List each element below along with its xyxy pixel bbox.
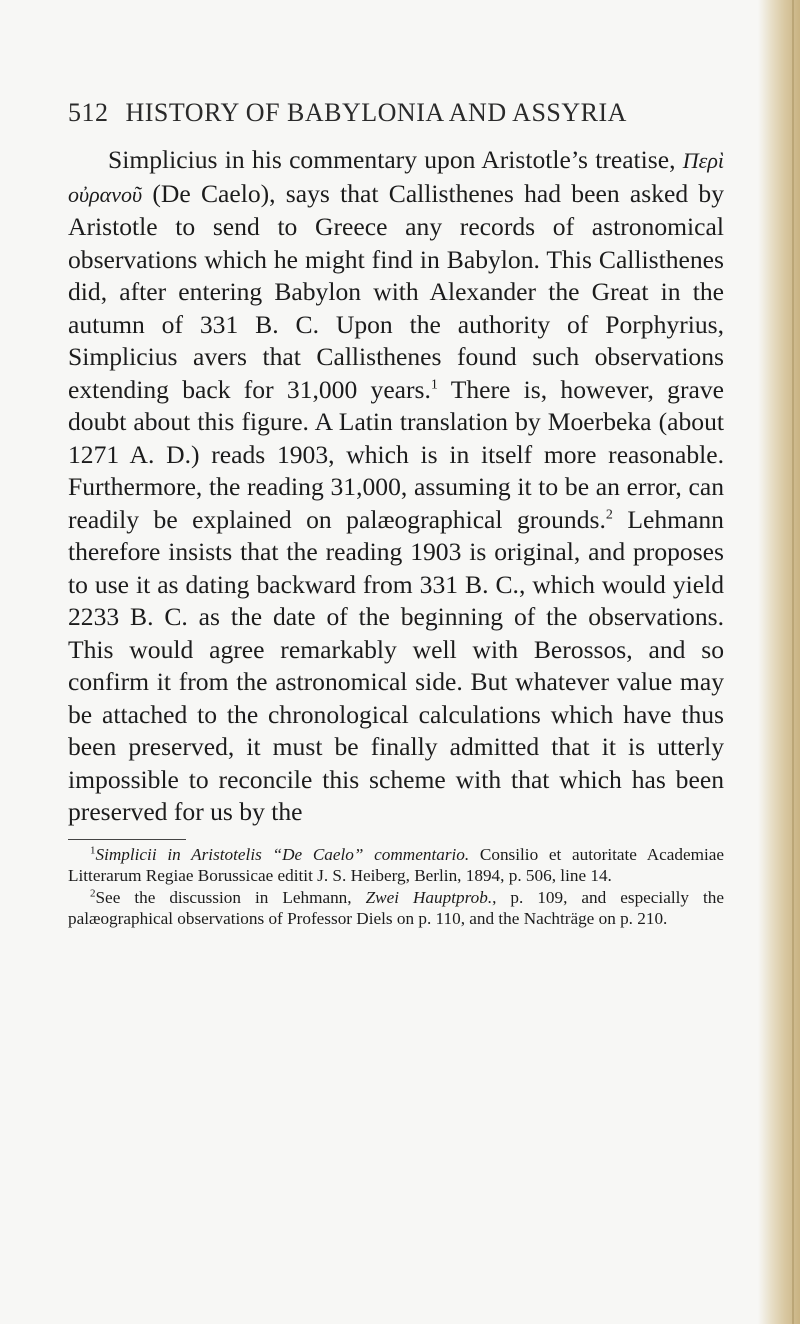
footnote-1-number: 1	[90, 843, 96, 856]
page-number: 512	[68, 98, 109, 127]
footnote-rule	[68, 839, 186, 840]
footnote-1-text: Consilio et autoritate Academiae Litterarum Regiae Borussicae editit J. S. Heiberg, Berlin, 1894, p. 506, line 14.	[68, 844, 724, 885]
page-edge-line	[792, 0, 794, 1324]
body-paragraph	[68, 144, 724, 829]
body-text-part-2: (De Caelo), says that Callisthenes had been asked by Aristotle to send to Greece any records of astronomical observations which he might find in Babylon. This Callisthenes did, after entering Babylon with Alexander the Great in the autumn of 331 B. C. Upon the authority of Porphyrius, Simplicius avers that Callisthenes found such observations extending back for 31,000 years.	[68, 178, 724, 404]
footnote-2-text: , p. 109, and especially the palæographical observations of Professor Diels on p. 110, and the Nachträge on p. 210.	[68, 887, 724, 928]
body-text-part-4: Lehmann therefore insists that the reading 1903 is original, and proposes to use it as dating backward from 331 B. C., which would yield 2233 B. C. as the date of the beginning of the observations. This would agree remarkably well with Berossos, and so confirm it from the astronomical side. But whatever value may be attached to the chronological calculations which have thus been preserved, it must be finally admitted that it is utterly impossible to reconcile this scheme with that which has been preserved for us by the	[68, 504, 724, 826]
footnote-2-number: 2	[90, 886, 96, 899]
footnote-ref-1[interactable]: 1	[430, 376, 438, 392]
footnotes	[68, 844, 724, 930]
running-title: HISTORY OF BABYLONIA AND ASSYRIA	[125, 98, 627, 127]
greek-title: Περὶ οὐρανοῦ	[68, 148, 724, 207]
footnote-1	[68, 844, 724, 887]
footnote-2-title: Zwei Hauptprob.	[365, 887, 493, 907]
footnote-1-title: Simplicii in Aristotelis “De Caelo” commentario.	[95, 844, 470, 864]
running-head	[68, 96, 733, 130]
footnote-ref-2[interactable]: 2	[605, 506, 613, 522]
footnote-2	[68, 887, 724, 930]
book-page	[68, 96, 724, 930]
footnote-2-lead: See the discussion in Lehmann,	[95, 887, 366, 907]
body-text-part-1: Simplicius in his commentary upon Aristotle’s treatise,	[108, 145, 683, 174]
body-text-part-3: There is, however, grave doubt about this figure. A Latin translation by Moerbeka (about 1271 A. D.) reads 1903, which is in itself more reasonable. Furthermore, the reading 31,000, assuming it to be an error, can readily be explained on palæographical grounds.	[68, 374, 724, 534]
